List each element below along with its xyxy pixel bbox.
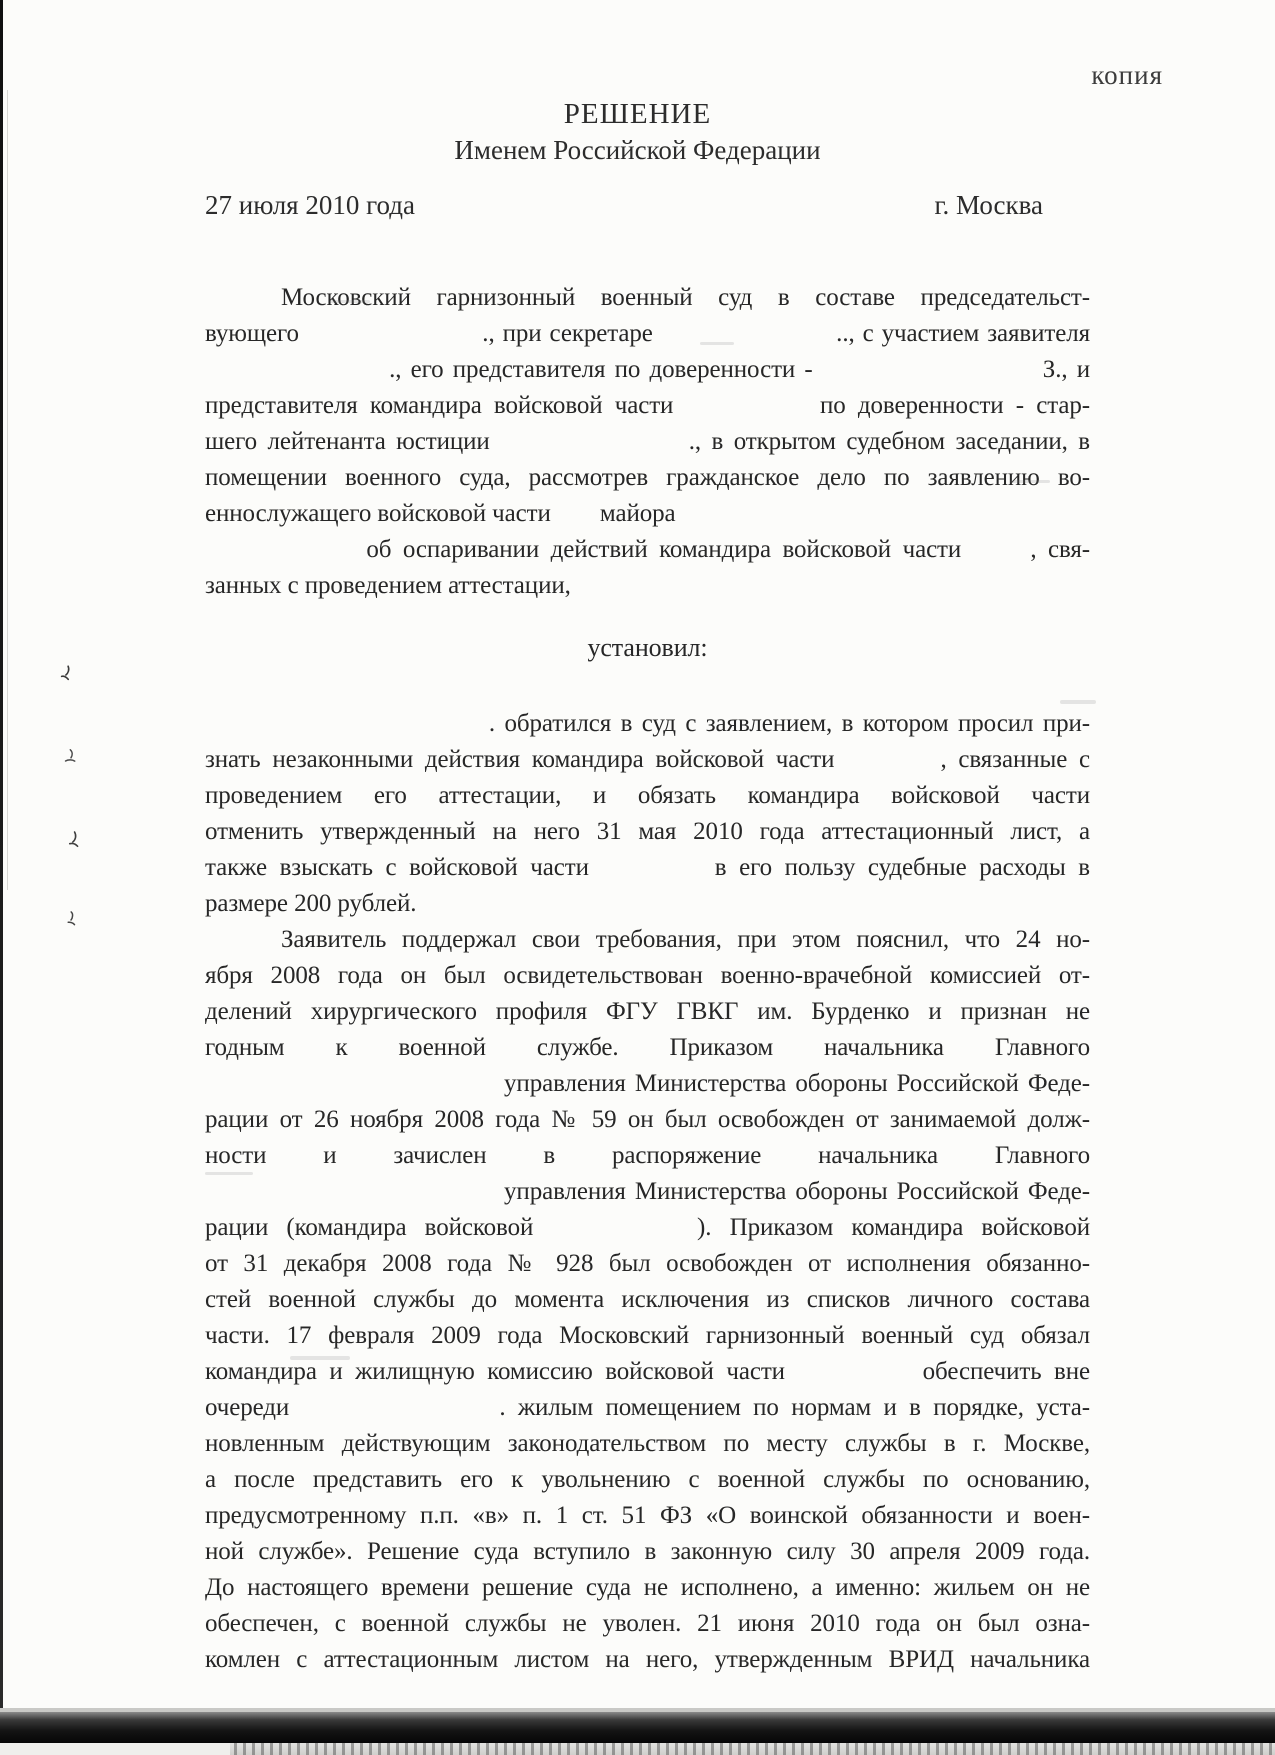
text-line: представителя командира войсковой части по доверенности - стар- [205, 392, 1090, 419]
erased-text-smudge [290, 1356, 350, 1360]
text-line: еннослужащего войсковой части майора [205, 500, 676, 527]
margin-ink-mark-icon [65, 829, 82, 850]
text-line: ной службе». Решение суда вступило в законную силу 30 апреля 2009 года. [205, 1538, 1090, 1565]
text-line: стей военной службы до момента исключения из списков личного состава [205, 1286, 1090, 1313]
document-text [205, 280, 1090, 1678]
text-line: рации от 26 ноября 2008 года № 59 он был освобожден от занимаемой долж- [205, 1106, 1090, 1133]
document-title: РЕШЕНИЕ [563, 98, 712, 130]
text-line: размере 200 рублей. [205, 890, 417, 917]
scan-edge-faint-line [7, 90, 8, 890]
erased-text-smudge [330, 300, 370, 303]
text-line: ности и зачислен в распоряжение начальника Главного [205, 1142, 1090, 1169]
text-line: Московский гарнизонный военный суд в составе председательст- [281, 284, 1090, 311]
text-line: части. 17 февраля 2009 года Московский гарнизонный военный суд обязал [205, 1322, 1090, 1349]
document-date: 27 июля 2010 года [205, 190, 415, 220]
text-line: годным к военной службе. Приказом начальника Главного [205, 1034, 1090, 1061]
text-line: помещении военного суда, рассмотрев гражданское дело по заявлению во- [205, 464, 1090, 491]
text-line: Заявитель поддержал свои требования, при этом пояснил, что 24 но- [281, 926, 1090, 953]
text-line: обеспечен, с военной службы не уволен. 21 июня 2010 года он был озна- [205, 1610, 1090, 1637]
text-line: комлен с аттестационным листом на него, утвержденным ВРИД начальника [205, 1646, 1090, 1673]
text-line: занных с проведением аттестации, [205, 572, 571, 599]
scan-bottom-band [0, 1712, 1275, 1743]
margin-ink-mark-icon [57, 663, 76, 685]
text-line: делений хирургического профиля ФГУ ГВКГ им. Бурденко и признан не [205, 998, 1090, 1025]
dateline [205, 190, 1043, 221]
text-line: знать незаконными действия командира войсковой части , связанные с [205, 746, 1090, 773]
text-line: ., его представителя по доверенности - З., и [205, 356, 1090, 383]
margin-ink-mark-icon [60, 747, 80, 770]
text-line: а после представить его к увольнению с военной службы по основанию, [205, 1466, 1090, 1493]
scan-edge-left [0, 0, 3, 1714]
margin-ink-mark-icon [62, 909, 80, 931]
text-line: шего лейтенанта юстиции ., в открытом судебном заседании, в [205, 428, 1090, 455]
scan-bottom-strip-light [0, 1743, 230, 1755]
text-line: . обратился в суд с заявлением, в котором просил при- [205, 710, 1090, 737]
text-line: очереди . жилым помещением по нормам и в порядке, уста- [205, 1394, 1090, 1421]
text-line: командира и жилищную комиссию войсковой части обеспечить вне [205, 1358, 1090, 1385]
erased-text-smudge [700, 342, 734, 345]
erased-text-smudge [1010, 480, 1050, 483]
erased-text-smudge [205, 1172, 253, 1175]
text-line: управления Министерства обороны Российской Феде- [205, 1178, 1090, 1205]
text-line: управления Министерства обороны Российской Феде- [205, 1070, 1090, 1097]
erased-text-smudge [1060, 700, 1096, 704]
section-heading: установил: [587, 633, 708, 662]
document-place: г. Москва [934, 190, 1043, 220]
text-line: проведением его аттестации, и обязать командира войсковой части [205, 782, 1090, 809]
text-line: отменить утвержденный на него 31 мая 2010 года аттестационный лист, а [205, 818, 1090, 845]
text-line: До настоящего времени решение суда не исполнено, а именно: жильем он не [205, 1574, 1090, 1601]
text-line: от 31 декабря 2008 года № 928 был освобожден от исполнения обязанно- [205, 1250, 1090, 1277]
text-line: об оспаривании действий командира войсковой части , свя- [205, 536, 1090, 563]
text-line: новленным действующим законодательством по месту службы в г. Москве, [205, 1430, 1090, 1457]
document-subtitle: Именем Российской Федерации [454, 135, 821, 165]
findings-paragraphs [205, 706, 1090, 1678]
copy-label: копия [1091, 60, 1163, 90]
preamble-paragraph [205, 280, 1090, 604]
text-line: вующего ., при секретаре .., с участием заявителя [205, 320, 1090, 347]
text-line: ября 2008 года он был освидетельствован военно-врачебной комиссией от- [205, 962, 1090, 989]
text-line: предусмотренному п.п. «в» п. 1 ст. 51 ФЗ «О воинской обязанности и воен- [205, 1502, 1090, 1529]
text-line: также взыскать с войсковой части в его пользу судебные расходы в [205, 854, 1090, 881]
text-line: рации (командира войсковой ). Приказом командира войсковой [205, 1214, 1090, 1241]
